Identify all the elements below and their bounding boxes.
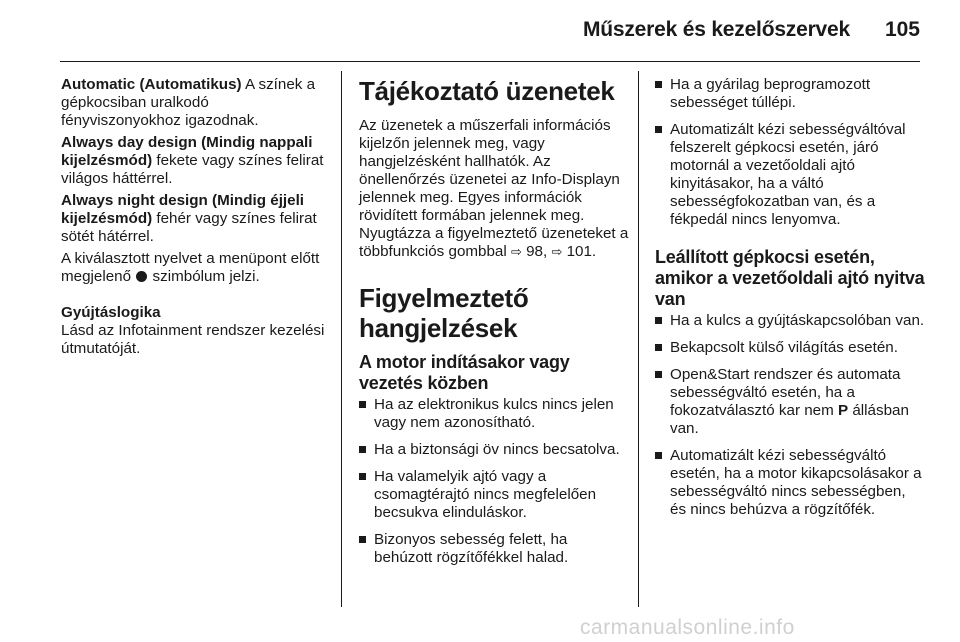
parked-door-open-subheading: Leállított gépkocsi esetén, amikor a vezetőoldali ajtó nyitva van — [655, 247, 925, 309]
night-design-entry — [61, 192, 331, 246]
engine-start-subheading: A motor indításakor vagy vezetés közben — [359, 352, 570, 393]
column-3 — [655, 76, 925, 528]
engine-start-list — [359, 396, 629, 567]
bullet-icon — [655, 344, 662, 351]
bullet-icon — [655, 452, 662, 459]
page-number: 105 — [884, 18, 920, 41]
bullet-icon — [359, 536, 366, 543]
automatic-text: A színek a gépkocsiban uralkodó fényviszonyokhoz igazodnak. — [61, 76, 316, 129]
column-2 — [359, 76, 629, 576]
list-item: Open&Start rendszer és automata sebességváltó esetén, ha a fokozatválasztó kar nem P állásban van. — [655, 366, 925, 438]
driving-warnings-list — [655, 76, 925, 229]
bullet-icon — [655, 126, 662, 133]
day-design-entry — [61, 134, 331, 188]
column-1 — [61, 76, 331, 366]
bullet-icon — [655, 371, 662, 378]
bullet-icon — [359, 401, 366, 408]
parked-warnings-list — [655, 312, 925, 519]
list-item: Bekapcsolt külső világítás esetén. — [655, 339, 925, 357]
list-item: Ha valamelyik ajtó vagy a csomagtérajtó nincs megfelelően becsukva elinduláskor. — [359, 468, 629, 522]
info-messages-intro: Az üzenetek a műszerfali információs kijelzőn jelennek meg, vagy hangjelzésként hallhatók. Az önellenőrzés üzenetei az Info-Displayn jelennek meg. Egyes információk rövidített formában jelennek meg. Nyugtázza a figyelmeztető üzeneteket a többfunkciós gombbal ⇨ 98, ⇨ 101. — [359, 117, 629, 260]
bullet-icon — [359, 473, 366, 480]
automatic-term: Automatic (Automatikus) — [61, 76, 242, 93]
night-design-term: Always night design (Mindig éjjeli kijelzésmód) — [61, 192, 305, 227]
list-item: Ha az elektronikus kulcs nincs jelen vagy nem azonosítható. — [359, 396, 629, 432]
list-item: Ha a gyárilag beprogramozott sebességet túllépi. — [655, 76, 925, 112]
info-messages-heading: Tájékoztató üzenetek — [359, 76, 615, 106]
watermark: carmanualsonline.info — [580, 616, 795, 639]
list-item: Ha a kulcs a gyújtáskapcsolóban van. — [655, 312, 925, 330]
page-header-title: Műszerek és kezelőszervek — [582, 18, 850, 41]
page-reference-icon: ⇨ — [551, 244, 563, 259]
warning-sounds-heading: Figyelmeztető hangjelzések — [359, 283, 529, 343]
ignition-logic-heading: Gyújtáslogika — [61, 304, 161, 321]
list-item: Automatizált kézi sebességváltó esetén, ha a motor kikapcsolásakor a sebességváltó nincs sebességben, és nincs behúzva a rögzítőfék. — [655, 447, 925, 519]
ignition-logic-text: Lásd az Infotainment rendszer kezelési útmutatóját. — [61, 322, 325, 357]
selected-dot-icon — [136, 271, 147, 282]
language-note: A kiválasztott nyelvet a menüpont előtt megjelenő szimbólum jelzi. — [61, 250, 320, 285]
night-design-text: fehér vagy színes felirat sötét hátérrel. — [61, 210, 317, 245]
bullet-icon — [359, 446, 366, 453]
page-reference-2[interactable]: 101. — [562, 243, 597, 260]
column-divider-2 — [638, 71, 639, 607]
list-item: Bizonyos sebesség felett, ha behúzott rögzítőfékkel halad. — [359, 531, 629, 567]
bullet-icon — [655, 317, 662, 324]
day-design-text: fekete vagy színes felirat világos háttérrel. — [61, 152, 324, 187]
list-item: Ha a biztonsági öv nincs becsatolva. — [359, 441, 629, 459]
header-divider — [60, 61, 920, 62]
page-reference-icon: ⇨ — [510, 244, 522, 259]
day-design-term: Always day design (Mindig nappali kijelzésmód) — [61, 134, 313, 169]
page-reference-1[interactable]: 98, — [521, 243, 552, 260]
list-item: Automatizált kézi sebességváltóval felszerelt gépkocsi esetén, járó motornál a vezetőoldali ajtó kinyitásakor, ha a váltó sebességfokozatban van, és a fékpedál nincs lenyomva. — [655, 121, 925, 229]
bullet-icon — [655, 81, 662, 88]
automatic-entry — [61, 76, 331, 130]
column-divider-1 — [341, 71, 342, 607]
